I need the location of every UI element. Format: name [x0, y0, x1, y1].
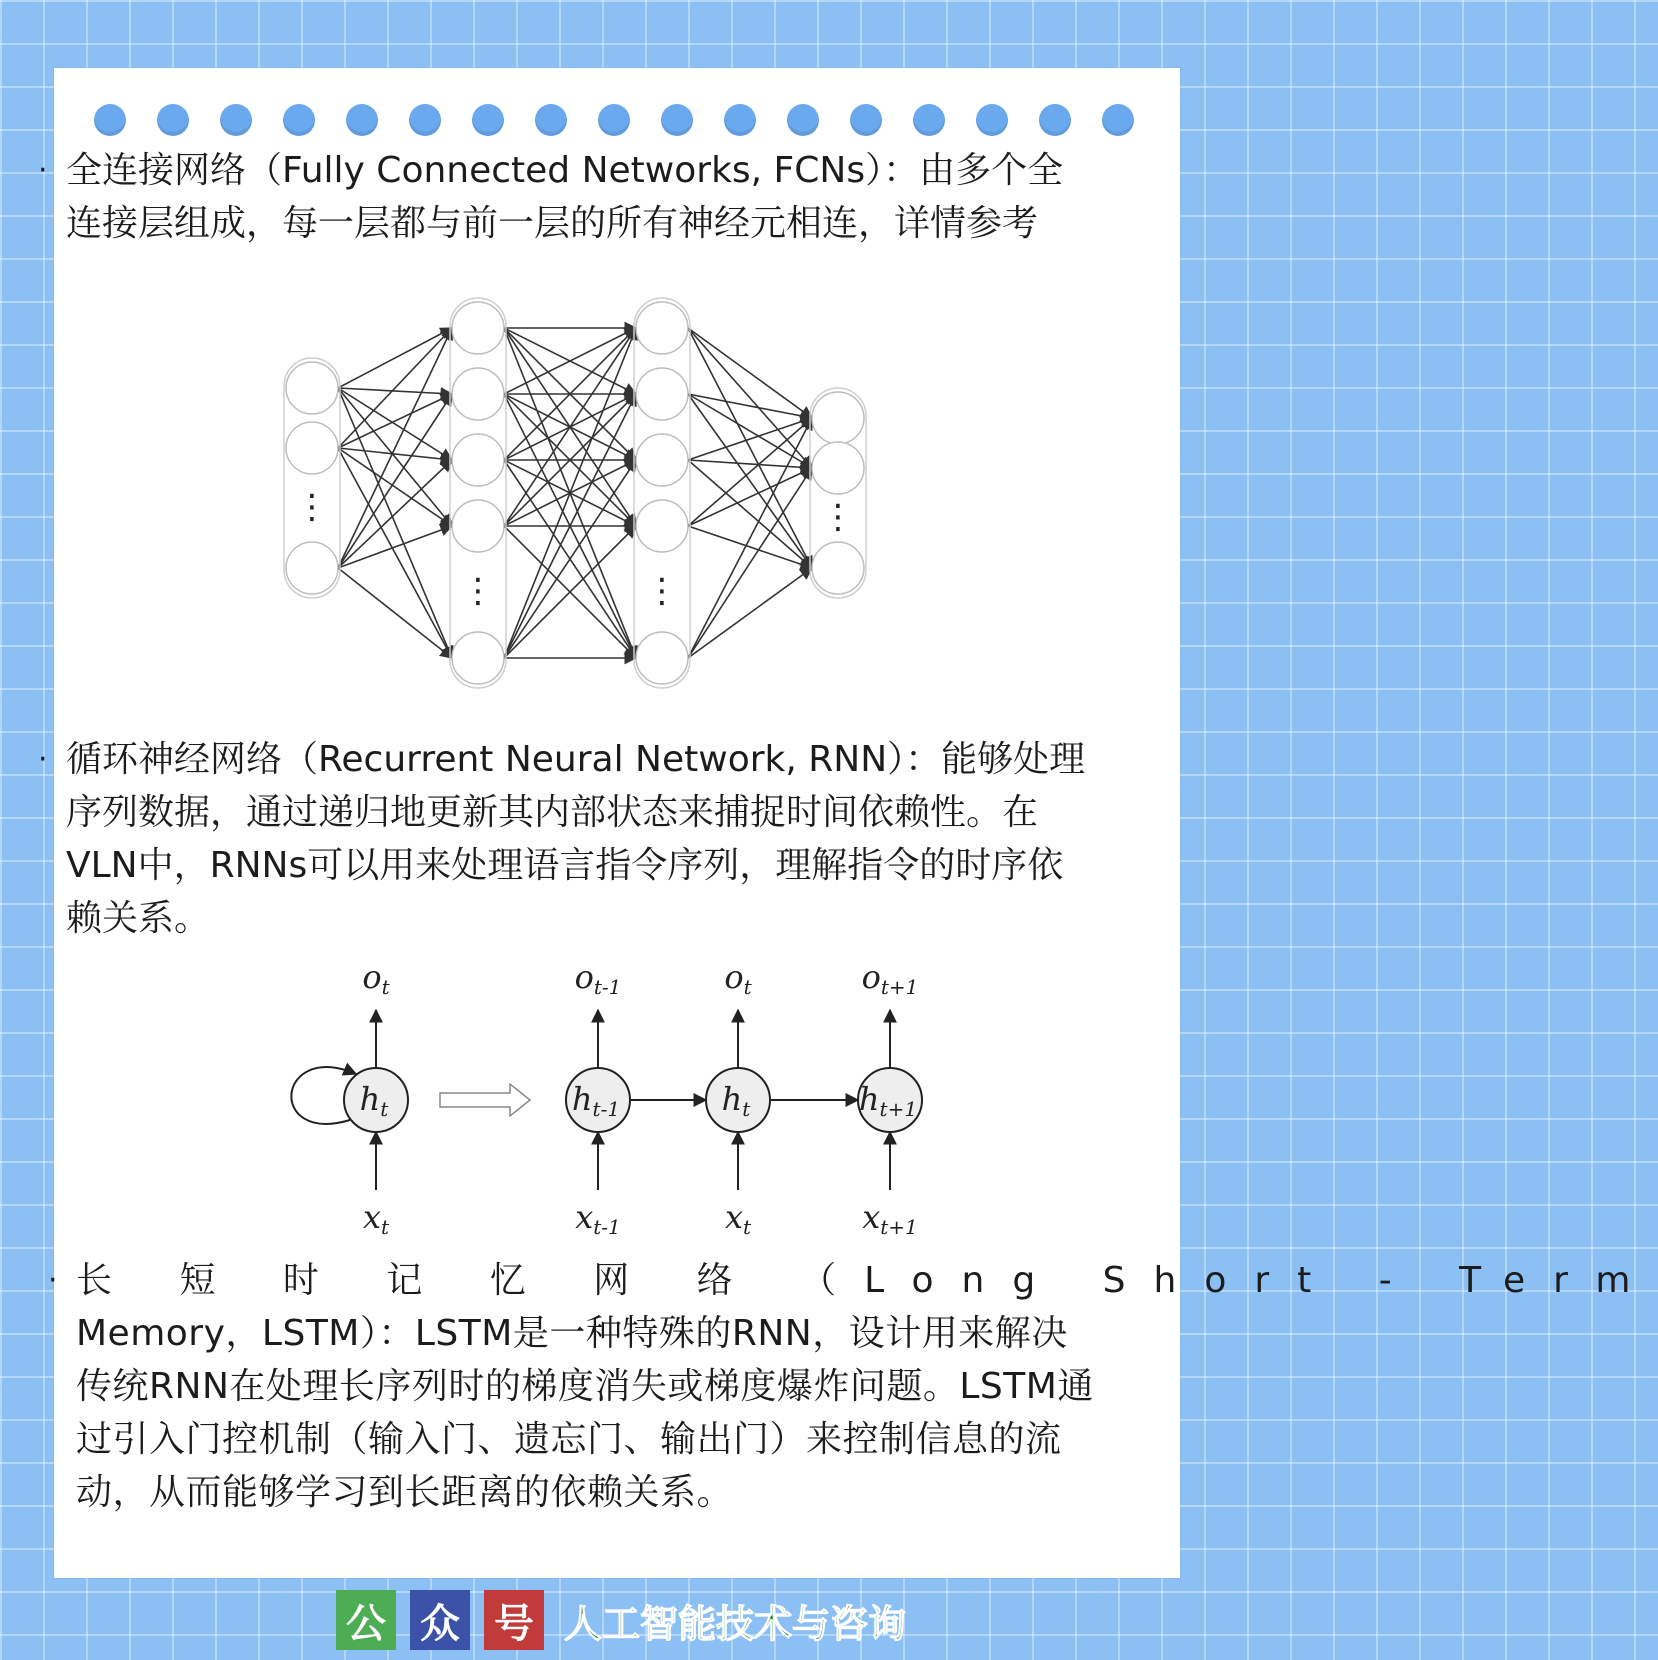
connection-edge [338, 448, 452, 658]
binder-holes [94, 104, 1154, 138]
unfold-arrow [440, 1084, 530, 1116]
neuron-node [452, 368, 504, 420]
binder-hole [724, 104, 756, 136]
neuron-node [636, 500, 688, 552]
ellipsis-label: ⋮ [645, 571, 679, 611]
lstm-heading: 长 短 时 记 忆 网 络 （Long Short - Term [76, 1260, 1658, 1301]
neuron-node [286, 422, 338, 474]
lstm-text: Memory，LSTM）：LSTM是一种特殊的RNN，设计用来解决传统RNN在处理长序列时的梯度消失或梯度爆炸问题。LSTM通过引入门控机制（输入门、遗忘门、输出门）来控制信息的流动，从而能够学习到长距离的依赖关系。 [76, 1313, 1094, 1513]
rnn-diagram [280, 950, 960, 1250]
folded-hidden-label: ht [359, 1080, 389, 1121]
unfolded-2-hidden-label: ht+1 [858, 1080, 918, 1121]
footer-banner [0, 1590, 1242, 1650]
binder-hole [157, 104, 189, 136]
badge-gong: 公 [336, 1590, 396, 1650]
unfolded-0-output-label: ot-1 [574, 958, 622, 999]
neuron-node [636, 368, 688, 420]
fcn-text: 全连接网络（Fully Connected Networks, FCNs）：由多个全连接层组成，每一层都与前一层的所有神经元相连，详情参考 [66, 150, 1064, 244]
ellipsis-label: ⋮ [821, 497, 855, 537]
binder-hole [94, 104, 126, 136]
binder-hole [787, 104, 819, 136]
badge-hao: 号 [484, 1590, 544, 1650]
binder-hole [283, 104, 315, 136]
layer-outline [450, 298, 506, 688]
unfolded-1-output-label: ot [724, 958, 752, 999]
neuron-node [636, 302, 688, 354]
footer-title: 人工智能技术与咨询 [563, 1601, 906, 1646]
ellipsis-label: ⋮ [295, 487, 329, 527]
connection-edge [688, 394, 812, 568]
neuron-node [286, 362, 338, 414]
connection-edge [338, 328, 452, 448]
fcn-paragraph [38, 144, 1086, 250]
binder-hole [850, 104, 882, 136]
bullet: · [38, 153, 48, 188]
neuron-node [452, 434, 504, 486]
fcn-diagram [250, 280, 930, 740]
ellipsis-label: ⋮ [461, 571, 495, 611]
connection-edge [338, 388, 452, 658]
binder-hole [913, 104, 945, 136]
unfolded-1-input-label: xt [724, 1198, 752, 1239]
connection-edge [338, 568, 452, 658]
binder-hole [220, 104, 252, 136]
connection-edge [338, 388, 452, 526]
binder-hole [598, 104, 630, 136]
unfolded-0-hidden-label: ht-1 [571, 1080, 621, 1121]
neuron-node [452, 500, 504, 552]
connection-edge [338, 328, 452, 388]
rnn-paragraph [38, 733, 1086, 945]
unfolded-0-input-label: xt-1 [575, 1198, 621, 1239]
binder-hole [1102, 104, 1134, 136]
unfolded-2-input-label: xt+1 [862, 1198, 918, 1239]
neuron-node [812, 542, 864, 594]
binder-hole [976, 104, 1008, 136]
binder-hole [472, 104, 504, 136]
connection-edge [688, 568, 812, 658]
rnn-text: 循环神经网络（Recurrent Neural Network, RNN）：能够处理序列数据，通过递归地更新其内部状态来捕捉时间依赖性。在VLN中，RNNs可以用来处理语言指令序列，理解指令的时序依赖关系。 [66, 739, 1086, 939]
folded-input-label: xt [362, 1198, 390, 1239]
connection-edge [688, 418, 812, 526]
layer-outline [634, 298, 690, 688]
binder-hole [409, 104, 441, 136]
neuron-node [286, 542, 338, 594]
lstm-paragraph [48, 1254, 1658, 1519]
unfolded-2-output-label: ot+1 [861, 958, 919, 999]
folded-output-label: ot [362, 958, 390, 999]
neuron-node [452, 302, 504, 354]
badge-zhong: 众 [410, 1590, 470, 1650]
connection-edge [688, 460, 812, 468]
unfolded-1-hidden-label: ht [721, 1080, 751, 1121]
neuron-node [636, 434, 688, 486]
bullet: · [38, 742, 48, 777]
binder-hole [535, 104, 567, 136]
neuron-node [636, 632, 688, 684]
binder-hole [346, 104, 378, 136]
binder-hole [1039, 104, 1071, 136]
neuron-node [452, 632, 504, 684]
bullet: · [48, 1263, 59, 1298]
neuron-node [812, 442, 864, 494]
neuron-node [812, 392, 864, 444]
binder-hole [661, 104, 693, 136]
